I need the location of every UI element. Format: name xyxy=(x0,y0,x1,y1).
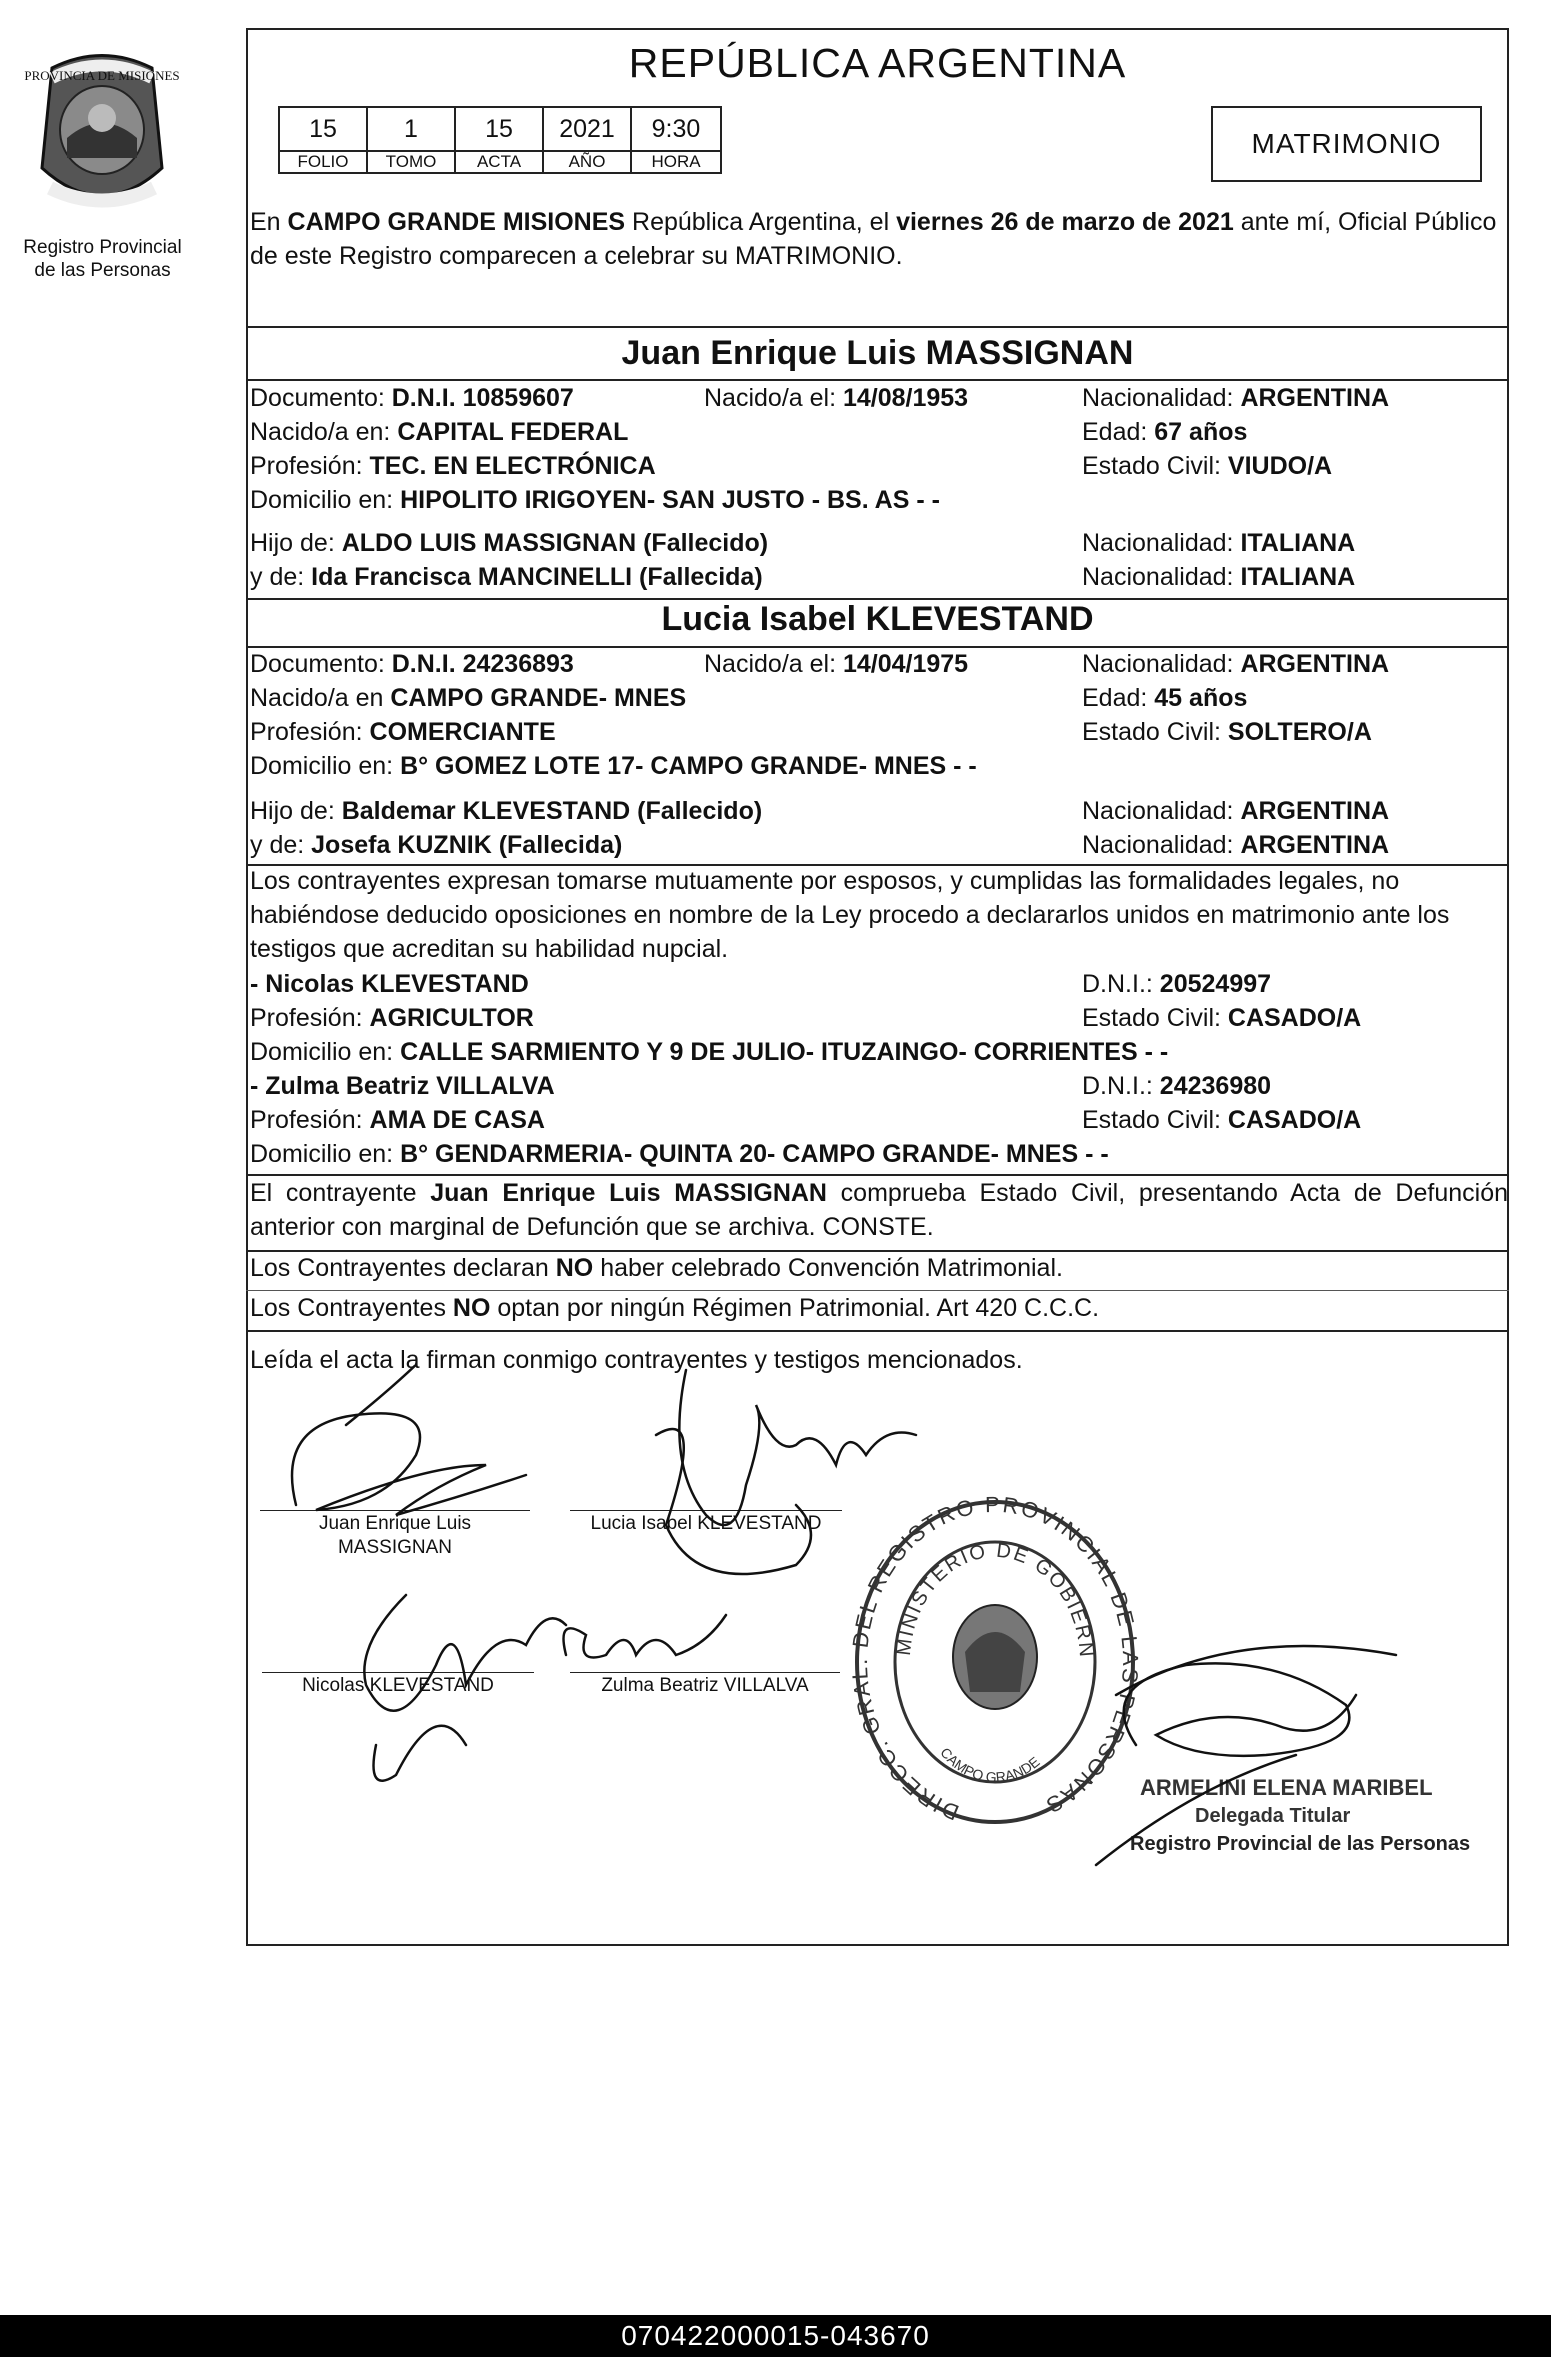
witness2-name: - Zulma Beatriz VILLALVA xyxy=(250,1072,555,1100)
intro-text-3: ante mí, Oficial Público de este Registro comparecen a celebrar su MATRIMONIO. xyxy=(250,208,1497,270)
spouse1-mother: y de: Ida Francisca MANCINELLI (Fallecida) xyxy=(250,563,763,591)
spouse2-profession: Profesión: COMERCIANTE xyxy=(250,718,556,746)
svg-text:DIRECC. GRAL. DEL REGISTRO PRO: DIRECC. GRA DEL REGISTRO PROVINCIAL DE PERSONAS xyxy=(850,1492,1140,1826)
spouse1-profession: Profesión: TEC. EN ELECTRÓNICA xyxy=(250,452,656,480)
hora-value: 9:30 xyxy=(631,107,721,151)
intro-text-1: En xyxy=(250,208,288,236)
tomo-value: 1 xyxy=(367,107,455,151)
signature-label-spouse1: Juan Enrique Luis MASSIGNAN xyxy=(318,1513,472,1558)
regime-statement: Los Contrayentes NO optan por ningún Régimen Patrimonial. Art 420 C.C.C. xyxy=(250,1294,1100,1322)
spouse2-name: Lucia Isabel KLEVESTAND xyxy=(661,600,1094,638)
registry-label-line2: de las Personas xyxy=(34,260,171,281)
registry-label xyxy=(0,236,205,282)
folio-value: 15 xyxy=(279,107,367,151)
signature-line xyxy=(260,1510,530,1511)
acta-label: ACTA xyxy=(455,151,543,173)
act-type-label: MATRIMONIO xyxy=(1251,128,1442,159)
spouse2-mother: y de: Josefa KUZNIK (Fallecida) xyxy=(250,831,623,859)
spouse2-father-nationality: Nacionalidad: ARGENTINA xyxy=(1082,797,1390,825)
tomo-label: TOMO xyxy=(367,151,455,173)
anio-label: AÑO xyxy=(543,151,631,173)
spouse2-nationality: Nacionalidad: ARGENTINA xyxy=(1082,650,1390,678)
divider xyxy=(246,646,1509,648)
intro-text-2: República Argentina, el xyxy=(625,208,897,236)
svg-text:PROVINCIA DE MISIONES: PROVINCIA DE MISIONES xyxy=(24,68,180,83)
spouse2-civil-status: Estado Civil: SOLTERO/A xyxy=(1082,718,1372,746)
spouse1-name: Juan Enrique Luis MASSIGNAN xyxy=(621,334,1134,372)
svg-text:MINISTERIO DE GOBIERNO: MINISTERIO DE GOBIERN xyxy=(892,1539,1098,1660)
witness2-dni: D.N.I.: 24236980 xyxy=(1082,1072,1272,1100)
signature-label-spouse2: Lucia Isabel KLEVESTAND xyxy=(590,1513,822,1534)
intro-place: CAMPO GRANDE MISIONES xyxy=(287,208,626,236)
spouse2-mother-nationality: Nacionalidad: ARGENTINA xyxy=(1082,831,1390,859)
spouse2-birthdate: Nacido/a el: 14/04/1975 xyxy=(704,650,969,678)
witness1-dni: D.N.I.: 20524997 xyxy=(1082,970,1272,998)
spouse1-nationality: Nacionalidad: ARGENTINA xyxy=(1082,384,1390,412)
signature-line xyxy=(570,1672,840,1673)
declaration-paragraph: Los contrayentes expresan tomarse mutuamente por esposos, y cumplidas las formalidades legales, no habiéndose deducido oposiciones en nombre de la Ley procedo a declararlos unidos en matrimonio ante los testigos que acreditan su habilidad nupcial. xyxy=(250,867,1450,963)
hora-label: HORA xyxy=(631,151,721,173)
divider xyxy=(246,379,1509,381)
witness1-profession: Profesión: AGRICULTOR xyxy=(250,1004,534,1032)
acta-value: 15 xyxy=(455,107,543,151)
official-name: ARMELINI ELENA MARIBEL xyxy=(1140,1775,1433,1800)
witness1-name: - Nicolas KLEVESTAND xyxy=(250,970,529,998)
witness2-profession: Profesión: AMA DE CASA xyxy=(250,1106,545,1134)
divider xyxy=(246,326,1509,328)
spouse1-document: Documento: D.N.I. 10859607 xyxy=(250,384,574,412)
registry-label-line1: Registro Provincial xyxy=(23,237,182,258)
anio-value: 2021 xyxy=(543,107,631,151)
civil-status-note: El contrayente Juan Enrique Luis MASSIGNAN comprueba Estado Civil, presentando Acta de Defunción anterior con marginal de Defunción que se archiva. CONSTE. xyxy=(250,1179,1508,1241)
footer-barcode-text: 070422000015-043670 xyxy=(0,2315,1551,2357)
signature-line xyxy=(570,1510,842,1511)
closing-statement: Leída el acta la firman conmigo contrayentes y testigos mencionados. xyxy=(250,1346,1023,1374)
spouse2-domicile: Domicilio en: B° GOMEZ LOTE 17- CAMPO GRANDE- MNES - - xyxy=(250,752,977,780)
spouse1-age: Edad: 67 años xyxy=(1082,418,1248,446)
page-title: REPÚBLICA ARGENTINA xyxy=(628,40,1127,86)
official-organization: Registro Provincial de las Personas xyxy=(1130,1833,1471,1855)
folio-label: FOLIO xyxy=(279,151,367,173)
spouse2-document: Documento: D.N.I. 24236893 xyxy=(250,650,574,678)
act-type-box xyxy=(1211,106,1482,182)
spouse1-civil-status: Estado Civil: VIUDO/A xyxy=(1082,452,1333,480)
spouse2-age: Edad: 45 años xyxy=(1082,684,1248,712)
witness1-domicile: Domicilio en: CALLE SARMIENTO Y 9 DE JULIO- ITUZAINGO- CORRIENTES - - xyxy=(250,1038,1169,1066)
official-title: Delegada Titular xyxy=(1195,1805,1351,1827)
spouse2-birthplace: Nacido/a en CAMPO GRANDE- MNES xyxy=(250,684,687,712)
spouse1-birthplace: Nacido/a en: CAPITAL FEDERAL xyxy=(250,418,629,446)
witness2-domicile: Domicilio en: B° GENDARMERIA- QUINTA 20- CAMPO GRANDE- MNES - - xyxy=(250,1140,1109,1168)
signature-label-witness1: Nicolas KLEVESTAND xyxy=(302,1675,494,1696)
signature-label-witness2: Zulma Beatriz VILLALVA xyxy=(601,1675,809,1696)
divider xyxy=(246,1330,1509,1332)
spouse1-father: Hijo de: ALDO LUIS MASSIGNAN (Fallecido) xyxy=(250,529,769,557)
intro-paragraph xyxy=(250,205,1506,273)
spouse1-father-nationality: Nacionalidad: ITALIANA xyxy=(1082,529,1356,557)
divider xyxy=(246,1250,1509,1252)
spouse1-birthdate: Nacido/a el: 14/08/1953 xyxy=(704,384,969,412)
spouse2-father: Hijo de: Baldemar KLEVESTAND (Fallecido) xyxy=(250,797,763,825)
divider xyxy=(246,1290,1509,1291)
witness1-civil-status: Estado Civil: CASADO/A xyxy=(1082,1004,1362,1032)
witness2-civil-status: Estado Civil: CASADO/A xyxy=(1082,1106,1362,1134)
record-numbers-table xyxy=(278,106,722,174)
spouse1-mother-nationality: Nacionalidad: ITALIANA xyxy=(1082,563,1356,591)
intro-date: viernes 26 de marzo de 2021 xyxy=(896,208,1234,236)
official-seal xyxy=(850,1492,1140,1832)
spouse1-domicile: Domicilio en: HIPOLITO IRIGOYEN- SAN JUSTO - BS. AS - - xyxy=(250,486,940,514)
svg-text:CAMPO GRANDE: CAMPO GRANDE xyxy=(937,1744,1043,1786)
signature-line xyxy=(262,1672,534,1673)
convention-statement: Los Contrayentes declaran NO haber celebrado Convención Matrimonial. xyxy=(250,1254,1063,1282)
provincial-coat-of-arms-logo xyxy=(22,48,182,223)
